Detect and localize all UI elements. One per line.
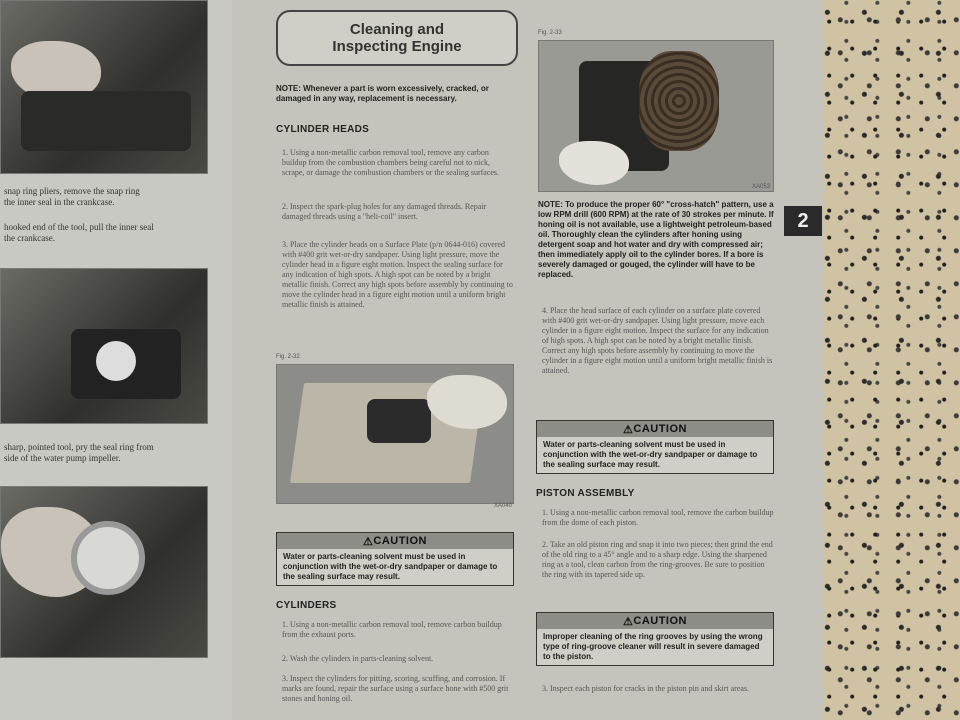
left-text-2 [4, 222, 224, 244]
photo-code-1: XA040 [494, 503, 513, 509]
impeller-shape [96, 341, 136, 381]
caution-box-1 [276, 532, 514, 586]
heading-cylinder-heads: CYLINDER HEADS [276, 124, 370, 135]
left-text-1a: snap ring pliers, remove the snap ring [4, 186, 140, 196]
title-line-1: Cleaning and [349, 21, 445, 38]
cyl-step-2: 2. Wash the cylinders in parts-cleaning solvent. [282, 654, 434, 663]
pa-step-1: 1. Using a non-metallic carbon removal tool, remove the carbon buildup from the dome of each piston. [542, 508, 774, 527]
caution-label: CAUTION [633, 423, 687, 435]
left-text-3a: sharp, pointed tool, pry the seal ring from [4, 442, 154, 452]
caution-box-3 [536, 612, 774, 666]
cyl-step-1: 1. Using a non-metallic carbon removal tool, remove carbon buildup from the exhaust ports. [282, 620, 502, 639]
caution-bar [537, 613, 773, 629]
caution-bar [537, 421, 773, 437]
ch-step-1: 1. Using a non-metallic carbon removal tool, remove any carbon buildup from the combustion chambers being careful not to nick, scrape, or damage the combustion chambers or the sealing surfaces. [282, 148, 500, 177]
note-top: NOTE: Whenever a part is worn excessively, cracked, or damaged in any way, replacement is necessary. [276, 84, 489, 103]
warning-icon: ⚠ [623, 615, 634, 628]
left-photo-3 [0, 486, 208, 658]
hone-stones-shape [639, 51, 719, 151]
ch-step-3: 3. Place the cylinder heads on a Surface Plate (p/n 0644-016) covered with #400 grit wet-or-dry sandpaper. Using light pressure, move the cylinder head in a figure eight motion. Inspect the sealing surface for any indication of high spots. A high spot can be noted by a bright metallic finish. Correct any high spots before assembly by continuing to move the cylinder head in a figure eight motion until a uniform bright metallic finish is attained. [282, 240, 513, 309]
warning-icon: ⚠ [623, 423, 634, 436]
fig-232-photo [276, 364, 514, 504]
photo-code-2: XA053 [752, 184, 771, 190]
heading-piston-assembly: PISTON ASSEMBLY [536, 488, 635, 499]
warning-icon: ⚠ [363, 535, 374, 548]
left-text-2a: hooked end of the tool, pull the inner seal [4, 222, 154, 232]
caution-bar [277, 533, 513, 549]
fig-label-233: Fig. 2-33 [538, 30, 562, 36]
cyl-step-3: 3. Inspect the cylinders for pitting, scoring, scuffing, and corrosion. If marks are found, repair the surface using a surface hone with #500 grit stones and honing oil. [282, 674, 509, 703]
caution-text-1: Water or parts-cleaning solvent must be used in conjunction with the wet-or-dry sandpaper or damage to the sealing surface may result. [283, 552, 498, 581]
cylinder-head-shape [367, 399, 431, 443]
cyl-step-4: 4. Place the head surface of each cylinder on a surface plate covered with #400 grit wet-or-dry sandpaper. Using light pressure, move each cylinder in a figure eight motion. Inspect the surface for any indication of high spots. A high spot can be noted by a bright metallic finish. Correct any high spots before assembly by continuing to move the cylinder in a figure eight motion until a uniform bright metallic finish is attained. [542, 306, 773, 375]
left-text-2b: the crankcase. [4, 233, 55, 243]
caution-box-2 [536, 420, 774, 474]
left-text-1 [4, 186, 224, 208]
caution-label: CAUTION [633, 615, 687, 627]
fig-label-232: Fig. 2-32 [276, 354, 300, 360]
caution-text-3: Improper cleaning of the ring grooves by using the wrong type of ring-groove cleaner will result in severe damaged to the piston. [543, 632, 763, 661]
caution-text-2: Water or parts-cleaning solvent must be used in conjunction with the wet-or-dry sandpaper or damage to the sealing surface may result. [543, 440, 758, 469]
seal-ring-shape [71, 521, 145, 595]
note-right: NOTE: To produce the proper 60° "cross-hatch" pattern, use a low RPM drill (600 RPM) at the rate of 30 strokes per minute. If honing oil is not available, use a lightweight petroleum-based oil. Thoroughly clean the cylinders after honing using detergent soap and hot water and dry with compressed air; then immediately apply oil to the cylinder bores. If a bore is severely damaged or gouged, the cylinder will have to be replaced. [538, 200, 774, 279]
left-page [0, 0, 232, 720]
ch-step-2: 2. Inspect the spark-plug holes for any damaged threads. Repair damaged threads using a "heli-coil" insert. [282, 202, 487, 221]
pa-step-2: 2. Take an old piston ring and snap it into two pieces; then grind the end of the old ring to a 45° angle and to a sharp edge. Using the sharpened ring as a tool, clean carbon from the ring-grooves. Be sure to position the ring with its tapered side up. [542, 540, 773, 579]
heading-cylinders: CYLINDERS [276, 600, 337, 611]
fig-233-photo [538, 40, 774, 192]
left-text-1b: the inner seal in the crankcase. [4, 197, 115, 207]
pa-step-3: 3. Inspect each piston for cracks in the piston pin and skirt areas. [542, 684, 750, 693]
left-text-3b: side of the water pump impeller. [4, 453, 121, 463]
hand-shape [559, 141, 629, 185]
left-photo-1 [0, 0, 208, 174]
left-text-3 [4, 442, 224, 464]
caution-label: CAUTION [373, 535, 427, 547]
left-photo-2 [0, 268, 208, 424]
title-line-2: Inspecting Engine [332, 38, 462, 55]
page-title [276, 10, 518, 66]
crankcase-shape [21, 91, 191, 151]
granite-countertop [820, 0, 960, 720]
chapter-tab: 2 [784, 206, 822, 236]
